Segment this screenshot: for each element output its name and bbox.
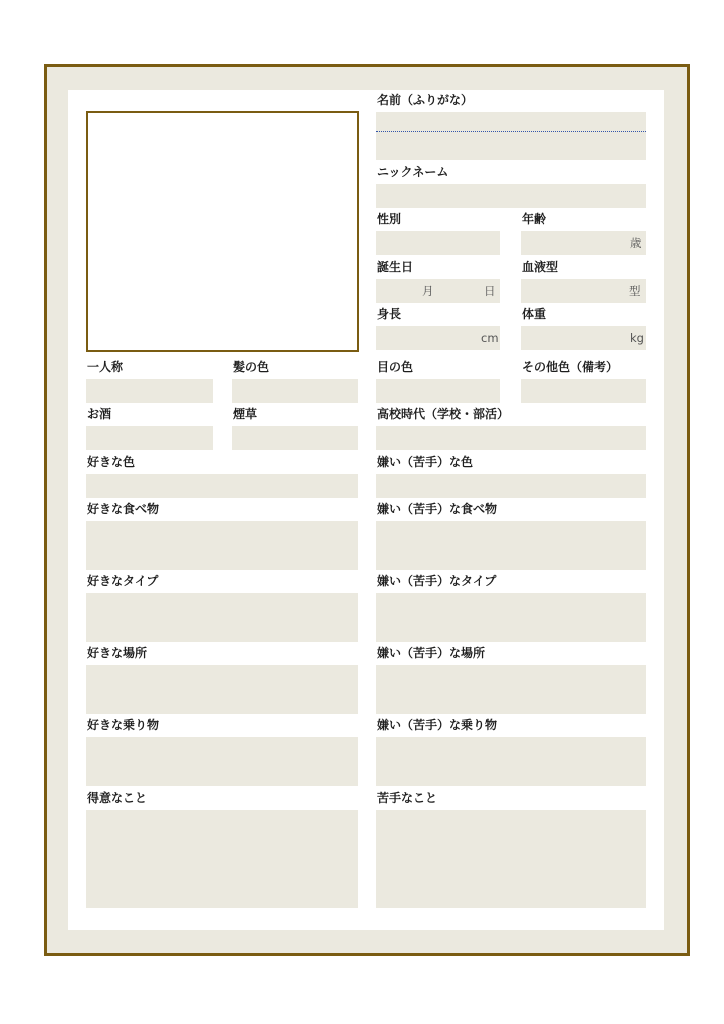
disliked-type-label: 嫌い（苦手）なタイプ (377, 574, 497, 588)
favorite-place-field[interactable] (86, 665, 358, 714)
disliked-place-label: 嫌い（苦手）な場所 (377, 646, 486, 660)
favorite-vehicle-label: 好きな乗り物 (87, 718, 160, 732)
tobacco-label: 煙草 (233, 407, 258, 421)
blood-type-label: 血液型 (522, 260, 559, 274)
disliked-color-label: 嫌い（苦手）な色 (377, 455, 474, 469)
other-color-label: その他色（備考） (522, 360, 619, 374)
disliked-place-field[interactable] (376, 665, 646, 714)
hair-color-label: 髪の色 (233, 360, 270, 374)
weight-label: 体重 (522, 307, 547, 321)
birthday-label: 誕生日 (377, 260, 414, 274)
favorite-food-field[interactable] (86, 521, 358, 570)
favorite-type-field[interactable] (86, 593, 358, 642)
nickname-label: ニックネーム (377, 165, 449, 179)
age-field[interactable] (521, 231, 646, 255)
favorite-color-field[interactable] (86, 474, 358, 498)
good-at-field[interactable] (86, 810, 358, 908)
disliked-food-label: 嫌い（苦手）な食べ物 (377, 502, 498, 516)
favorite-vehicle-field[interactable] (86, 737, 358, 786)
other-color-field[interactable] (521, 379, 646, 403)
alcohol-field[interactable] (86, 426, 213, 450)
alcohol-label: お酒 (87, 407, 112, 421)
favorite-color-label: 好きな色 (87, 455, 136, 469)
age-unit: 歳 (630, 236, 642, 250)
height-label: 身長 (377, 307, 402, 321)
age-label: 年齢 (522, 212, 547, 226)
blood-type-field[interactable] (521, 279, 646, 303)
furigana-divider (376, 131, 646, 132)
gender-field[interactable] (376, 231, 500, 255)
disliked-color-field[interactable] (376, 474, 646, 498)
high-school-label: 高校時代（学校・部活） (377, 407, 510, 421)
eye-color-label: 目の色 (377, 360, 414, 374)
birthday-field[interactable] (376, 279, 500, 303)
weight-unit: kg (630, 331, 644, 345)
favorite-type-label: 好きなタイプ (87, 574, 159, 588)
name-furigana-label: 名前（ふりがな） (377, 93, 474, 107)
high-school-field[interactable] (376, 426, 646, 450)
photo-box[interactable] (86, 111, 359, 352)
first-person-field[interactable] (86, 379, 213, 403)
disliked-vehicle-field[interactable] (376, 737, 646, 786)
favorite-place-label: 好きな場所 (87, 646, 148, 660)
disliked-food-field[interactable] (376, 521, 646, 570)
hair-color-field[interactable] (232, 379, 358, 403)
nickname-field[interactable] (376, 184, 646, 208)
name-field[interactable] (376, 112, 646, 160)
weight-field[interactable] (521, 326, 646, 350)
month-unit: 月 (422, 284, 434, 298)
blood-unit: 型 (629, 284, 641, 298)
bad-at-label: 苦手なこと (377, 791, 438, 805)
tobacco-field[interactable] (232, 426, 358, 450)
day-unit: 日 (484, 284, 496, 298)
good-at-label: 得意なこと (87, 791, 148, 805)
disliked-vehicle-label: 嫌い（苦手）な乗り物 (377, 718, 498, 732)
first-person-label: 一人称 (87, 360, 124, 374)
bad-at-field[interactable] (376, 810, 646, 908)
height-unit: cm (481, 331, 499, 345)
disliked-type-field[interactable] (376, 593, 646, 642)
eye-color-field[interactable] (376, 379, 500, 403)
favorite-food-label: 好きな食べ物 (87, 502, 160, 516)
gender-label: 性別 (377, 212, 402, 226)
